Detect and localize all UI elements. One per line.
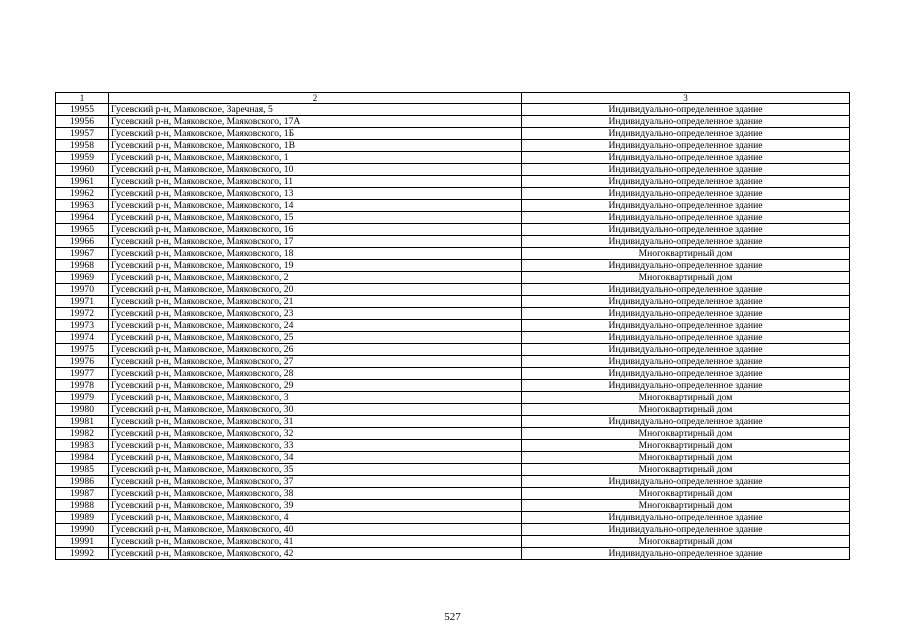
table-row — [56, 164, 850, 176]
row-type-cell: Индивидуально-определенное здание — [522, 212, 850, 224]
row-address-cell: Гусевский р-н, Маяковское, Маяковского, 3 — [109, 392, 522, 404]
row-type-cell: Индивидуально-определенное здание — [522, 128, 850, 140]
table-row — [56, 176, 850, 188]
row-address-cell: Гусевский р-н, Маяковское, Маяковского, 37 — [109, 476, 522, 488]
row-id-cell: 19974 — [56, 332, 109, 344]
table-row — [56, 356, 850, 368]
row-address-cell: Гусевский р-н, Маяковское, Маяковского, 27 — [109, 356, 522, 368]
table-row — [56, 260, 850, 272]
row-address-cell: Гусевский р-н, Маяковское, Маяковского, 4 — [109, 512, 522, 524]
row-address-cell: Гусевский р-н, Маяковское, Маяковского, 1Б — [109, 128, 522, 140]
row-id-cell: 19968 — [56, 260, 109, 272]
row-address-cell: Гусевский р-н, Маяковское, Маяковского, 16 — [109, 224, 522, 236]
row-id-cell: 19973 — [56, 320, 109, 332]
row-address-cell: Гусевский р-н, Маяковское, Маяковского, 40 — [109, 524, 522, 536]
row-type-cell: Многоквартирный дом — [522, 536, 850, 548]
row-type-cell: Многоквартирный дом — [522, 404, 850, 416]
table-row — [56, 488, 850, 500]
row-address-cell: Гусевский р-н, Маяковское, Маяковского, 31 — [109, 416, 522, 428]
row-type-cell: Индивидуально-определенное здание — [522, 224, 850, 236]
row-type-cell: Индивидуально-определенное здание — [522, 344, 850, 356]
row-id-cell: 19964 — [56, 212, 109, 224]
row-type-cell: Индивидуально-определенное здание — [522, 188, 850, 200]
table-row — [56, 392, 850, 404]
table-row — [56, 140, 850, 152]
header-col-2: 2 — [109, 93, 522, 104]
header-col-3: 3 — [522, 93, 850, 104]
row-address-cell: Гусевский р-н, Маяковское, Маяковского, 30 — [109, 404, 522, 416]
row-type-cell: Многоквартирный дом — [522, 452, 850, 464]
row-type-cell: Индивидуально-определенное здание — [522, 284, 850, 296]
table-row — [56, 428, 850, 440]
table-row — [56, 500, 850, 512]
row-id-cell: 19970 — [56, 284, 109, 296]
row-address-cell: Гусевский р-н, Маяковское, Маяковского, 14 — [109, 200, 522, 212]
row-id-cell: 19955 — [56, 104, 109, 116]
row-type-cell: Многоквартирный дом — [522, 500, 850, 512]
table-row — [56, 512, 850, 524]
row-type-cell: Индивидуально-определенное здание — [522, 380, 850, 392]
table-row — [56, 128, 850, 140]
row-type-cell: Индивидуально-определенное здание — [522, 176, 850, 188]
table-row — [56, 272, 850, 284]
row-address-cell: Гусевский р-н, Маяковское, Маяковского, 29 — [109, 380, 522, 392]
register-page — [55, 92, 850, 560]
row-type-cell: Индивидуально-определенное здание — [522, 476, 850, 488]
table-row — [56, 344, 850, 356]
table-row — [56, 548, 850, 560]
table-row — [56, 284, 850, 296]
row-address-cell: Гусевский р-н, Маяковское, Маяковского, 35 — [109, 464, 522, 476]
row-type-cell: Индивидуально-определенное здание — [522, 164, 850, 176]
row-id-cell: 19965 — [56, 224, 109, 236]
row-id-cell: 19969 — [56, 272, 109, 284]
table-row — [56, 296, 850, 308]
row-address-cell: Гусевский р-н, Маяковское, Маяковского, 10 — [109, 164, 522, 176]
row-id-cell: 19992 — [56, 548, 109, 560]
page-number: 527 — [444, 611, 461, 623]
row-type-cell: Многоквартирный дом — [522, 440, 850, 452]
row-type-cell: Индивидуально-определенное здание — [522, 524, 850, 536]
row-id-cell: 19988 — [56, 500, 109, 512]
row-address-cell: Гусевский р-н, Маяковское, Маяковского, 41 — [109, 536, 522, 548]
row-id-cell: 19971 — [56, 296, 109, 308]
row-id-cell: 19962 — [56, 188, 109, 200]
row-id-cell: 19990 — [56, 524, 109, 536]
row-id-cell: 19976 — [56, 356, 109, 368]
row-type-cell: Индивидуально-определенное здание — [522, 548, 850, 560]
row-id-cell: 19960 — [56, 164, 109, 176]
row-id-cell: 19979 — [56, 392, 109, 404]
row-id-cell: 19975 — [56, 344, 109, 356]
row-type-cell: Индивидуально-определенное здание — [522, 200, 850, 212]
table-row — [56, 320, 850, 332]
row-address-cell: Гусевский р-н, Маяковское, Маяковского, 24 — [109, 320, 522, 332]
row-id-cell: 19987 — [56, 488, 109, 500]
row-id-cell: 19991 — [56, 536, 109, 548]
row-address-cell: Гусевский р-н, Маяковское, Маяковского, 15 — [109, 212, 522, 224]
row-id-cell: 19986 — [56, 476, 109, 488]
table-row — [56, 248, 850, 260]
row-id-cell: 19984 — [56, 452, 109, 464]
row-address-cell: Гусевский р-н, Маяковское, Маяковского, 32 — [109, 428, 522, 440]
row-address-cell: Гусевский р-н, Маяковское, Маяковского, 38 — [109, 488, 522, 500]
row-address-cell: Гусевский р-н, Маяковское, Маяковского, 34 — [109, 452, 522, 464]
row-address-cell: Гусевский р-н, Маяковское, Маяковского, 17 — [109, 236, 522, 248]
table-row — [56, 236, 850, 248]
row-id-cell: 19967 — [56, 248, 109, 260]
row-address-cell: Гусевский р-н, Маяковское, Маяковского, 21 — [109, 296, 522, 308]
row-type-cell: Индивидуально-определенное здание — [522, 308, 850, 320]
table-row — [56, 452, 850, 464]
table-row — [56, 476, 850, 488]
table-row — [56, 152, 850, 164]
row-type-cell: Многоквартирный дом — [522, 428, 850, 440]
table-row — [56, 308, 850, 320]
row-type-cell: Индивидуально-определенное здание — [522, 368, 850, 380]
row-type-cell: Многоквартирный дом — [522, 488, 850, 500]
row-address-cell: Гусевский р-н, Маяковское, Маяковского, 42 — [109, 548, 522, 560]
row-type-cell: Многоквартирный дом — [522, 392, 850, 404]
row-type-cell: Многоквартирный дом — [522, 464, 850, 476]
row-type-cell: Индивидуально-определенное здание — [522, 104, 850, 116]
row-id-cell: 19977 — [56, 368, 109, 380]
row-address-cell: Гусевский р-н, Маяковское, Маяковского, 20 — [109, 284, 522, 296]
table-row — [56, 404, 850, 416]
table-row — [56, 116, 850, 128]
table-row — [56, 536, 850, 548]
row-address-cell: Гусевский р-н, Маяковское, Маяковского, 1 — [109, 152, 522, 164]
table-row — [56, 200, 850, 212]
row-id-cell: 19972 — [56, 308, 109, 320]
row-address-cell: Гусевский р-н, Маяковское, Маяковского, 2 — [109, 272, 522, 284]
row-address-cell: Гусевский р-н, Маяковское, Маяковского, 11 — [109, 176, 522, 188]
row-id-cell: 19966 — [56, 236, 109, 248]
table-row — [56, 212, 850, 224]
row-type-cell: Индивидуально-определенное здание — [522, 416, 850, 428]
table-row — [56, 188, 850, 200]
row-type-cell: Индивидуально-определенное здание — [522, 116, 850, 128]
row-address-cell: Гусевский р-н, Маяковское, Маяковского, 39 — [109, 500, 522, 512]
table-row — [56, 104, 850, 116]
row-id-cell: 19989 — [56, 512, 109, 524]
row-id-cell: 19981 — [56, 416, 109, 428]
row-address-cell: Гусевский р-н, Маяковское, Маяковского, 33 — [109, 440, 522, 452]
row-address-cell: Гусевский р-н, Маяковское, Маяковского, 1В — [109, 140, 522, 152]
row-id-cell: 19959 — [56, 152, 109, 164]
table-row — [56, 464, 850, 476]
row-type-cell: Индивидуально-определенное здание — [522, 332, 850, 344]
register-table — [55, 92, 850, 560]
row-id-cell: 19982 — [56, 428, 109, 440]
row-type-cell: Многоквартирный дом — [522, 272, 850, 284]
register-table-body — [56, 93, 850, 560]
row-type-cell: Многоквартирный дом — [522, 248, 850, 260]
table-row — [56, 524, 850, 536]
row-type-cell: Индивидуально-определенное здание — [522, 260, 850, 272]
row-address-cell: Гусевский р-н, Маяковское, Маяковского, 26 — [109, 344, 522, 356]
row-type-cell: Индивидуально-определенное здание — [522, 356, 850, 368]
table-row — [56, 368, 850, 380]
row-id-cell: 19978 — [56, 380, 109, 392]
table-row — [56, 440, 850, 452]
row-id-cell: 19985 — [56, 464, 109, 476]
row-address-cell: Гусевский р-н, Маяковское, Заречная, 5 — [109, 104, 522, 116]
row-id-cell: 19980 — [56, 404, 109, 416]
row-id-cell: 19963 — [56, 200, 109, 212]
table-row — [56, 416, 850, 428]
row-address-cell: Гусевский р-н, Маяковское, Маяковского, 13 — [109, 188, 522, 200]
row-address-cell: Гусевский р-н, Маяковское, Маяковского, 18 — [109, 248, 522, 260]
row-id-cell: 19983 — [56, 440, 109, 452]
row-type-cell: Индивидуально-определенное здание — [522, 236, 850, 248]
row-id-cell: 19956 — [56, 116, 109, 128]
table-row — [56, 380, 850, 392]
table-row — [56, 332, 850, 344]
row-type-cell: Индивидуально-определенное здание — [522, 320, 850, 332]
row-address-cell: Гусевский р-н, Маяковское, Маяковского, 25 — [109, 332, 522, 344]
row-type-cell: Индивидуально-определенное здание — [522, 152, 850, 164]
header-col-1: 1 — [56, 93, 109, 104]
row-address-cell: Гусевский р-н, Маяковское, Маяковского, 17А — [109, 116, 522, 128]
row-address-cell: Гусевский р-н, Маяковское, Маяковского, 28 — [109, 368, 522, 380]
table-header-row — [56, 93, 850, 104]
row-address-cell: Гусевский р-н, Маяковское, Маяковского, 23 — [109, 308, 522, 320]
row-id-cell: 19958 — [56, 140, 109, 152]
row-id-cell: 19957 — [56, 128, 109, 140]
row-type-cell: Индивидуально-определенное здание — [522, 296, 850, 308]
table-row — [56, 224, 850, 236]
row-type-cell: Индивидуально-определенное здание — [522, 512, 850, 524]
row-id-cell: 19961 — [56, 176, 109, 188]
row-address-cell: Гусевский р-н, Маяковское, Маяковского, 19 — [109, 260, 522, 272]
row-type-cell: Индивидуально-определенное здание — [522, 140, 850, 152]
